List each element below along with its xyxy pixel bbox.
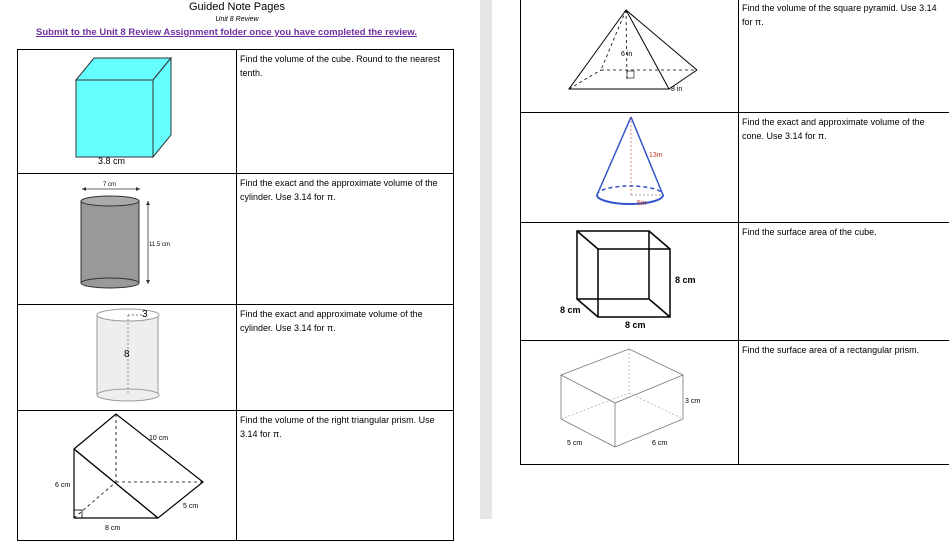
left-worksheet-table (17, 49, 454, 541)
cube-bottom-label: 8 cm (625, 320, 646, 330)
left-page (0, 0, 480, 519)
pyramid-figure (521, 0, 738, 107)
page-gap (480, 0, 492, 519)
submit-link[interactable]: Submit to the Unit 8 Review Assignment folder once you have completed the review. (36, 27, 417, 38)
pyramid-base-label: 8 in (671, 86, 682, 93)
cylinder-diameter-label: 7 cm (103, 182, 116, 188)
cylinder-height-label: 8 (124, 349, 130, 360)
cube-right-label: 8 cm (675, 275, 696, 285)
figure-cell (18, 411, 237, 541)
cylinder-radius-label: 3 (142, 309, 148, 320)
table-row (521, 0, 949, 113)
question-text: Find the exact and approximate volume of the cone. Use 3.14 for π. (739, 113, 949, 145)
figure-cell (521, 113, 739, 223)
rectangular-prism-figure (521, 341, 738, 459)
cube-edge-label: 3.8 cm (98, 156, 125, 166)
cylinder-height-label: 11.5 cm (149, 242, 170, 248)
table-row (521, 341, 949, 465)
question-cell (739, 223, 949, 341)
prism-height-label: 3 cm (685, 398, 700, 405)
right-worksheet-table (520, 0, 949, 465)
triangular-prism-figure (18, 411, 236, 535)
question-cell (237, 411, 454, 541)
cone-figure (521, 113, 738, 217)
prism-base-label: 8 cm (105, 525, 120, 532)
question-text: Find the surface area of a rectangular prism. (739, 341, 949, 359)
prism-depth-label: 5 cm (183, 503, 198, 510)
table-row (18, 50, 454, 174)
question-text: Find the exact and approximate volume of the cylinder. Use 3.14 for π. (237, 305, 453, 337)
page-subtitle: Unit 8 Review (0, 16, 474, 23)
cone-radius-label: 5m (637, 200, 647, 207)
cylinder-figure-2 (18, 305, 236, 405)
question-text: Find the surface area of the cube. (739, 223, 949, 241)
question-cell (739, 341, 949, 465)
question-cell (237, 174, 454, 305)
prism-hyp-label: 10 cm (149, 435, 168, 442)
table-row (18, 411, 454, 541)
question-cell (739, 0, 949, 113)
right-page (492, 0, 949, 519)
question-cell (237, 305, 454, 411)
prism-width-label: 6 cm (652, 440, 667, 447)
cube-figure (18, 50, 236, 168)
table-row (521, 113, 949, 223)
figure-cell (521, 341, 739, 465)
figure-cell (521, 223, 739, 341)
table-row (521, 223, 949, 341)
cube-left-label: 8 cm (560, 305, 581, 315)
question-text: Find the volume of the cube. Round to the nearest tenth. (237, 50, 453, 82)
figure-cell (521, 0, 739, 113)
prism-length-label: 5 cm (567, 440, 582, 447)
question-text: Find the volume of the square pyramid. Use 3.14 for π. (739, 0, 949, 31)
table-row (18, 305, 454, 411)
question-text: Find the exact and the approximate volume of the cylinder. Use 3.14 for π. (237, 174, 453, 206)
question-cell (237, 50, 454, 174)
table-row (18, 174, 454, 305)
figure-cell (18, 174, 237, 305)
pyramid-height-label: 6 in (621, 51, 632, 58)
page-title: Guided Note Pages (0, 1, 474, 13)
cone-slant-label: 13m (649, 152, 663, 159)
cube-wireframe-figure (521, 223, 738, 335)
question-cell (739, 113, 949, 223)
cylinder-figure (18, 174, 236, 299)
figure-cell (18, 305, 237, 411)
prism-height-label: 6 cm (55, 482, 70, 489)
figure-cell (18, 50, 237, 174)
question-text: Find the volume of the right triangular prism. Use 3.14 for π. (237, 411, 453, 443)
